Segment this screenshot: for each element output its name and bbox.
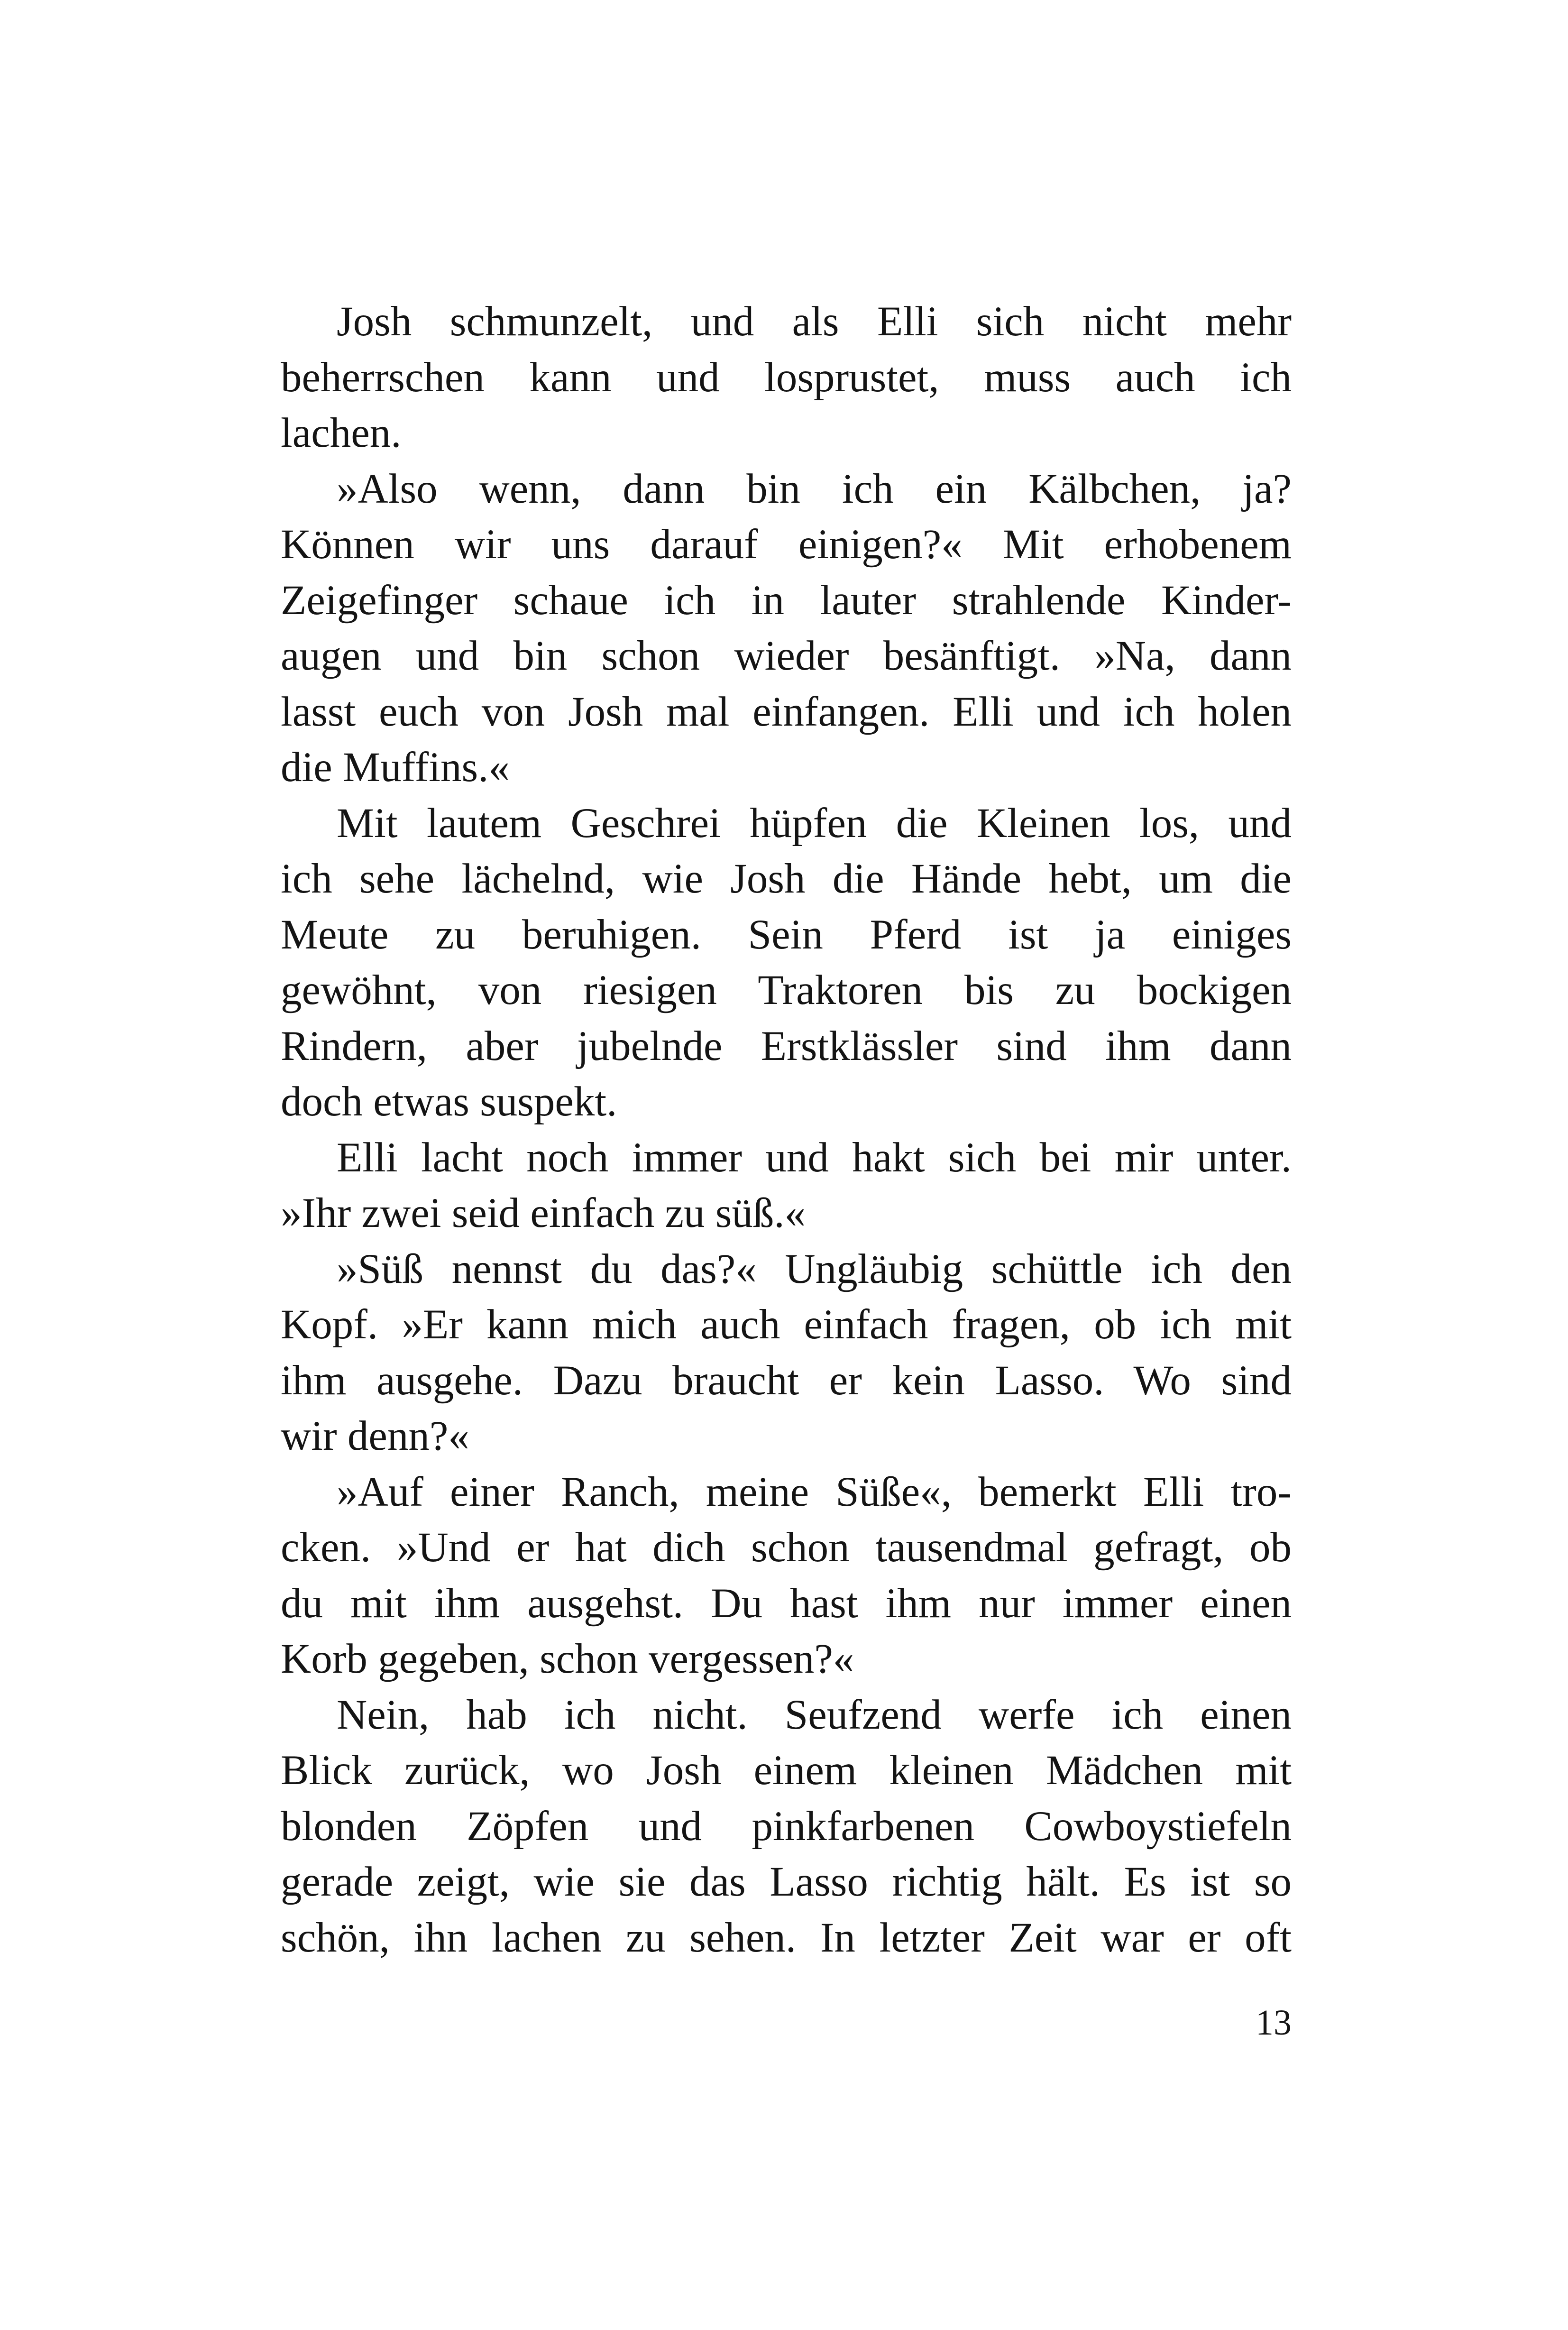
- paragraph: [281, 294, 1292, 461]
- text-line: cken. »Und er hat dich schon tausendmal gefragt, ob: [281, 1524, 1292, 1571]
- text-line: Meute zu beruhigen. Sein Pferd ist ja einiges: [281, 911, 1292, 958]
- text-line: Korb gegeben, schon vergessen?«: [281, 1636, 854, 1682]
- text-line: schön, ihn lachen zu sehen. In letzter Zeit war er oft: [281, 1914, 1292, 1961]
- paragraph: [281, 1242, 1292, 1464]
- text-line: »Also wenn, dann bin ich ein Kälbchen, ja?: [337, 465, 1292, 512]
- text-line: Elli lacht noch immer und hakt sich bei mir unter.: [337, 1134, 1292, 1181]
- text-line: du mit ihm ausgehst. Du hast ihm nur immer einen: [281, 1580, 1292, 1627]
- text-line: lachen.: [281, 410, 402, 456]
- text-line: ich sehe lächelnd, wie Josh die Hände hebt, um die: [281, 856, 1292, 902]
- text-line: doch etwas suspekt.: [281, 1078, 617, 1125]
- paragraph: [281, 1130, 1292, 1242]
- text-line: beherrschen kann und losprustet, muss auch ich: [281, 354, 1292, 401]
- page-body: [281, 294, 1292, 1966]
- paragraph: [281, 1687, 1292, 1966]
- paragraph: [281, 1464, 1292, 1687]
- text-line: wir denn?«: [281, 1413, 469, 1459]
- paragraph: [281, 461, 1292, 796]
- text-line: Können wir uns darauf einigen?« Mit erhobenem: [281, 521, 1292, 568]
- text-line: blonden Zöpfen und pinkfarbenen Cowboystiefeln: [281, 1803, 1292, 1850]
- page-number: 13: [1256, 2003, 1292, 2043]
- text-line: ihm ausgehe. Dazu braucht er kein Lasso. Wo sind: [281, 1357, 1292, 1404]
- text-line: »Süß nennst du das?« Ungläubig schüttle ich den: [337, 1245, 1292, 1292]
- paragraph: [281, 796, 1292, 1130]
- text-line: gerade zeigt, wie sie das Lasso richtig hält. Es ist so: [281, 1859, 1292, 1905]
- text-line: die Muffins.«: [281, 744, 510, 791]
- text-line: Mit lautem Geschrei hüpfen die Kleinen los, und: [337, 800, 1292, 847]
- text-line: Kopf. »Er kann mich auch einfach fragen, ob ich mit: [281, 1301, 1292, 1348]
- text-line: »Auf einer Ranch, meine Süße«, bemerkt Elli tro-: [337, 1468, 1292, 1515]
- text-line: Josh schmunzelt, und als Elli sich nicht mehr: [337, 298, 1292, 345]
- text-line: Nein, hab ich nicht. Seufzend werfe ich einen: [337, 1691, 1292, 1738]
- text-line: Blick zurück, wo Josh einem kleinen Mädchen mit: [281, 1747, 1292, 1794]
- text-line: lasst euch von Josh mal einfangen. Elli und ich holen: [281, 688, 1292, 735]
- text-line: augen und bin schon wieder besänftigt. »Na, dann: [281, 633, 1292, 679]
- text-line: Rindern, aber jubelnde Erstklässler sind ihm dann: [281, 1022, 1292, 1069]
- text-line: »Ihr zwei seid einfach zu süß.«: [281, 1190, 806, 1236]
- text-line: gewöhnt, von riesigen Traktoren bis zu bockigen: [281, 967, 1292, 1013]
- text-line: Zeigefinger schaue ich in lauter strahlende Kinder-: [281, 577, 1292, 624]
